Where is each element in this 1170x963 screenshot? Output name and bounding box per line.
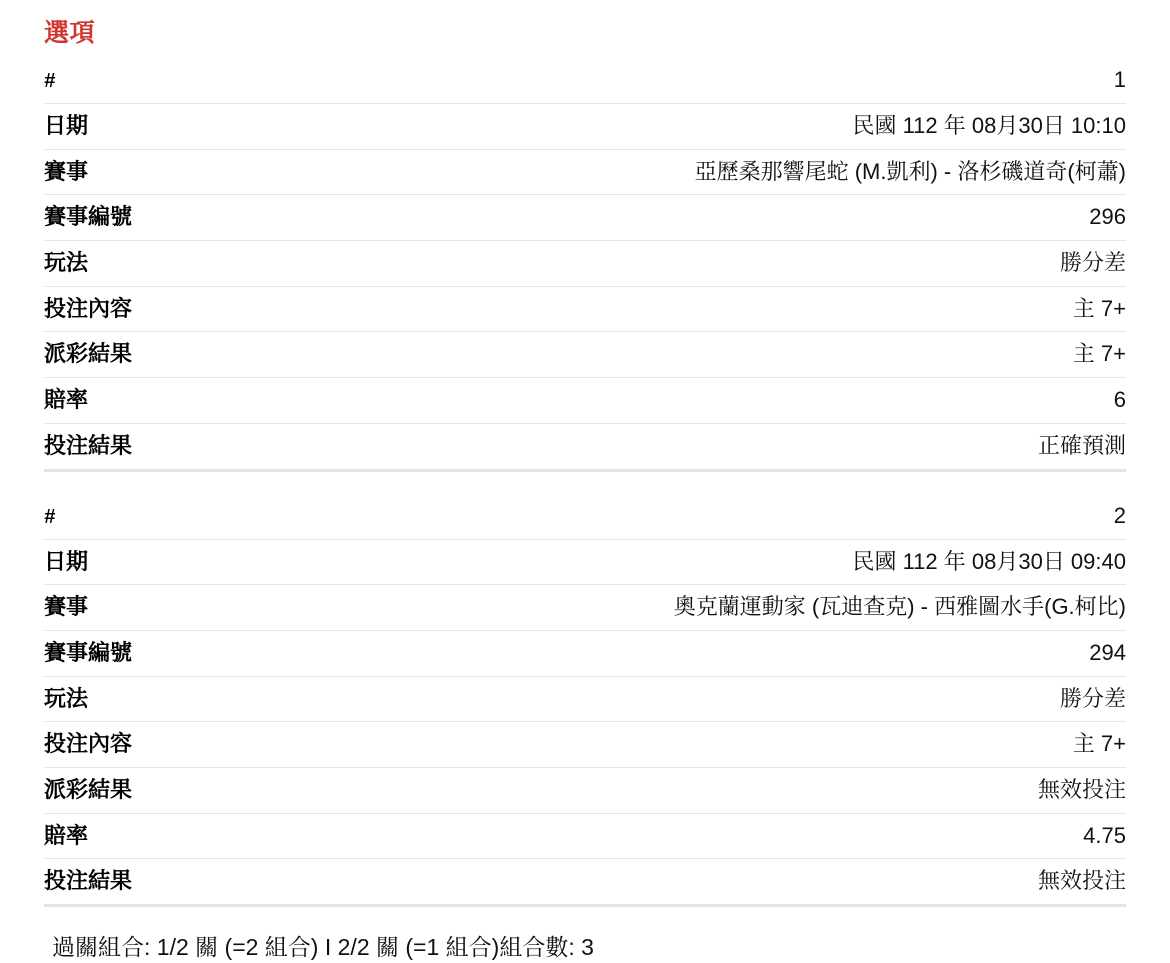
table-row bbox=[44, 631, 1126, 677]
row-value-event: 亞歷桑那響尾蛇 (M.凱利) - 洛杉磯道奇(柯蕭) bbox=[694, 158, 1126, 184]
table-row bbox=[44, 287, 1126, 333]
row-label-bet-result: 投注結果 bbox=[44, 868, 133, 894]
table-row bbox=[44, 585, 1126, 631]
row-value-event-no: 296 bbox=[1089, 204, 1126, 230]
table-row bbox=[44, 814, 1126, 860]
row-value-payout-result: 主 7+ bbox=[1072, 341, 1126, 367]
table-row bbox=[44, 424, 1126, 472]
row-label-hash: # bbox=[44, 70, 56, 92]
table-row bbox=[44, 58, 1126, 104]
row-label-bet-content: 投注內容 bbox=[44, 731, 133, 757]
row-label-event: 賽事 bbox=[44, 158, 89, 184]
table-row bbox=[44, 677, 1126, 723]
row-label-odds: 賠率 bbox=[44, 387, 89, 413]
row-label-hash: # bbox=[44, 505, 56, 528]
page-title: 選項 bbox=[44, 19, 96, 47]
row-value-payout-result: 無效投注 bbox=[1037, 776, 1126, 802]
row-label-play-type: 玩法 bbox=[44, 250, 89, 276]
bet-block bbox=[44, 494, 1126, 908]
row-value-play-type: 勝分差 bbox=[1059, 685, 1126, 711]
row-label-payout-result: 派彩結果 bbox=[44, 776, 133, 802]
table-row bbox=[44, 859, 1126, 907]
table-row bbox=[44, 150, 1126, 196]
row-value-event: 奧克蘭運動家 (瓦迪查克) - 西雅圖水手(G.柯比) bbox=[673, 594, 1126, 620]
row-value-event-no: 294 bbox=[1089, 639, 1126, 665]
table-row bbox=[44, 104, 1126, 150]
row-value-bet-result: 正確預測 bbox=[1037, 432, 1126, 458]
table-row bbox=[44, 722, 1126, 768]
combination-summary: 過關組合: 1/2 關 (=2 組合) I 2/2 關 (=1 組合)組合數: 3 bbox=[52, 934, 594, 960]
row-value-odds: 4.75 bbox=[1083, 822, 1126, 848]
row-value-bet-content: 主 7+ bbox=[1072, 731, 1126, 757]
row-label-odds: 賠率 bbox=[44, 822, 89, 848]
bet-block bbox=[44, 58, 1126, 472]
row-value-odds: 6 bbox=[1113, 387, 1126, 413]
table-row bbox=[44, 378, 1126, 424]
table-row bbox=[44, 494, 1126, 540]
row-value-date: 民國 112 年 08月30日 09:40 bbox=[852, 548, 1126, 574]
block-divider bbox=[44, 472, 1126, 494]
table-row bbox=[44, 540, 1126, 586]
table-row bbox=[44, 332, 1126, 378]
row-label-play-type: 玩法 bbox=[44, 685, 89, 711]
row-label-bet-content: 投注內容 bbox=[44, 295, 133, 321]
row-value-index: 2 bbox=[1113, 502, 1126, 528]
row-label-event: 賽事 bbox=[44, 594, 89, 620]
row-value-index: 1 bbox=[1113, 67, 1126, 92]
row-value-bet-content: 主 7+ bbox=[1072, 295, 1126, 321]
row-value-bet-result: 無效投注 bbox=[1037, 868, 1126, 894]
row-value-play-type: 勝分差 bbox=[1059, 250, 1126, 276]
row-label-event-no: 賽事編號 bbox=[44, 204, 133, 230]
row-label-bet-result: 投注結果 bbox=[44, 432, 133, 458]
row-value-date: 民國 112 年 08月30日 10:10 bbox=[852, 113, 1126, 138]
table-row bbox=[44, 768, 1126, 814]
row-label-date: 日期 bbox=[44, 113, 89, 138]
row-label-date: 日期 bbox=[44, 548, 89, 574]
row-label-event-no: 賽事編號 bbox=[44, 639, 133, 665]
table-row bbox=[44, 195, 1126, 241]
table-row bbox=[44, 241, 1126, 287]
row-label-payout-result: 派彩結果 bbox=[44, 341, 133, 367]
